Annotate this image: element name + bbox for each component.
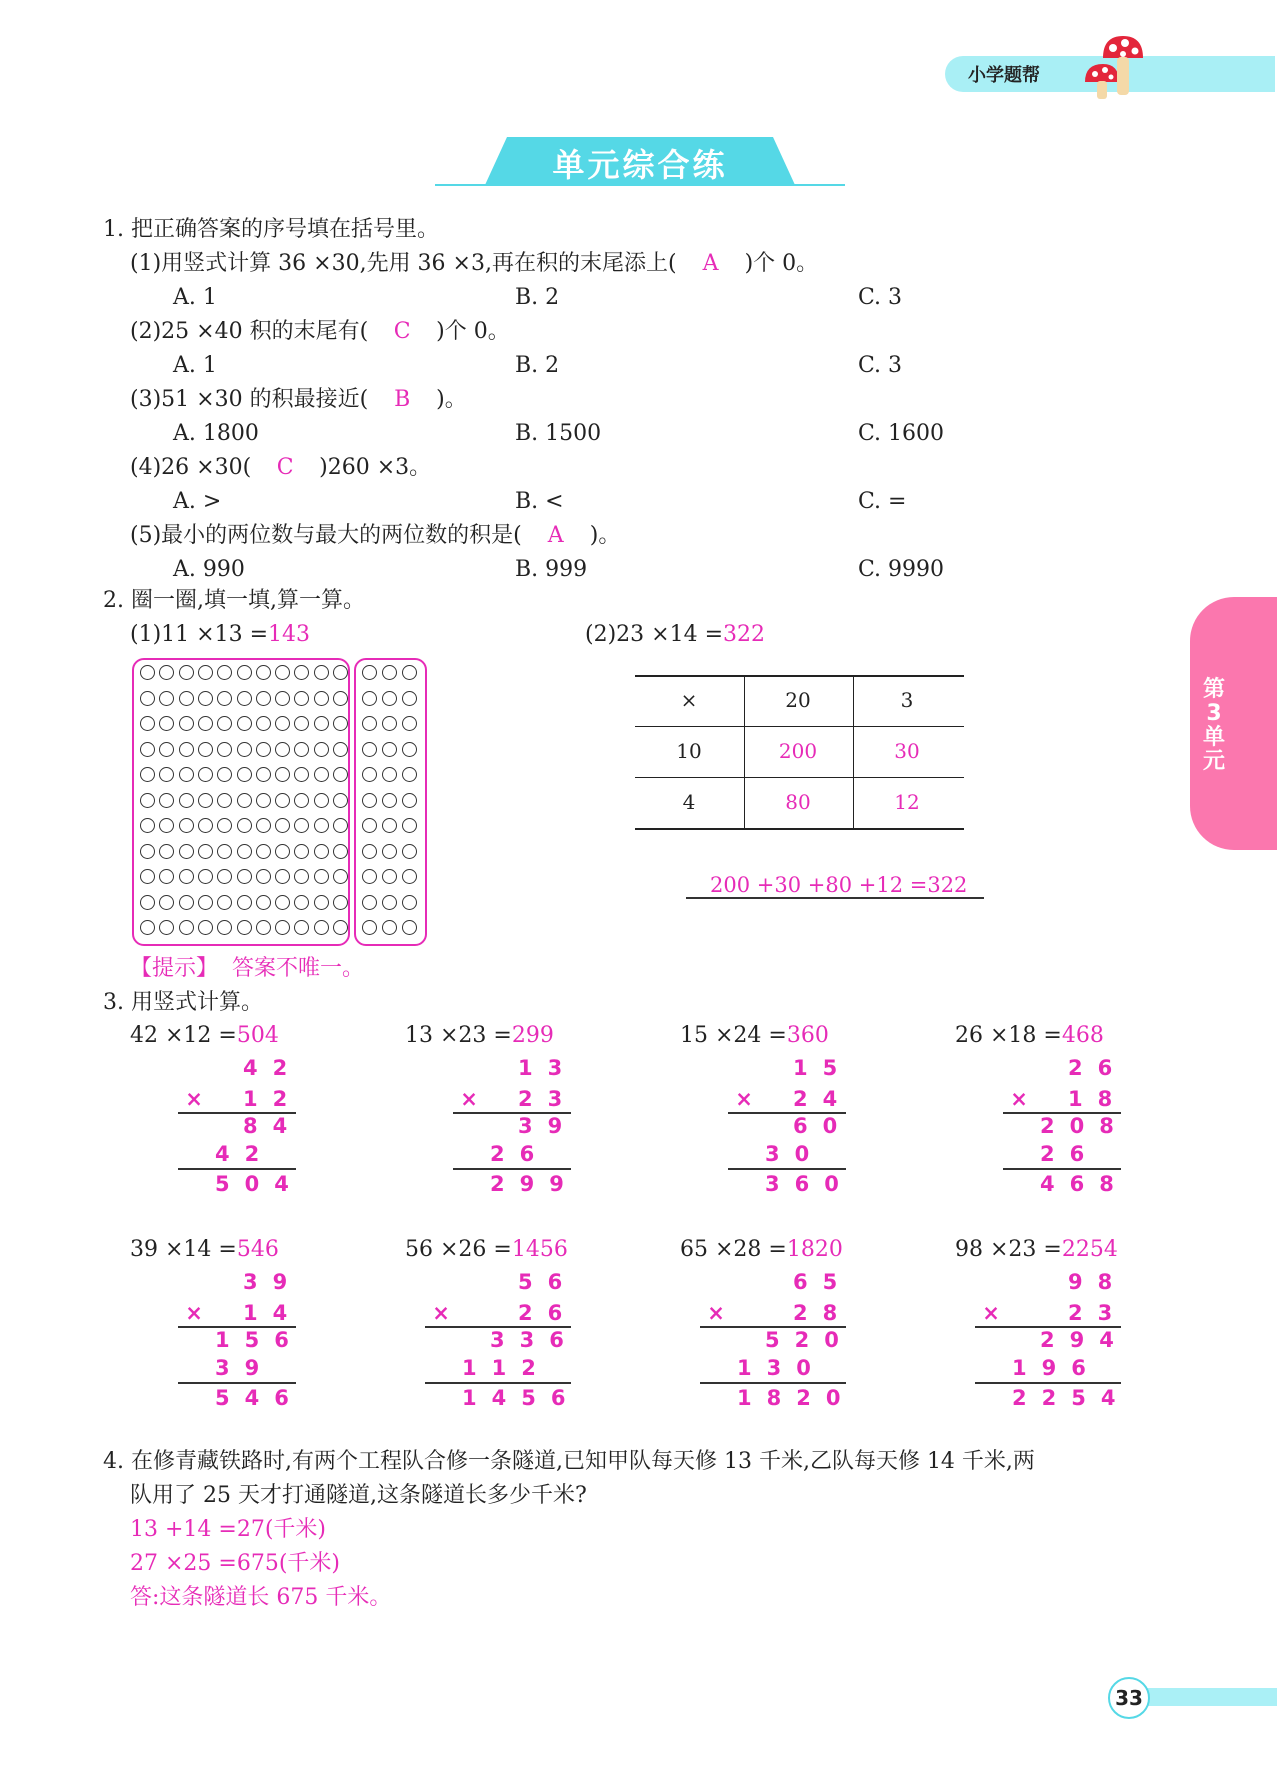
q4-solution-3: 答:这条隧道长 675 千米。: [130, 1585, 392, 1610]
q1-stem: (2)25 ×40 积的末尾有(: [130, 319, 369, 344]
dot: [256, 691, 271, 706]
dot: [402, 691, 417, 706]
times-sign-icon: ×: [707, 1301, 725, 1325]
calc-answer: 360: [786, 1023, 829, 1048]
dot: [382, 869, 397, 884]
calc-result: 2254: [1012, 1386, 1131, 1410]
q1-header: 1. 把正确答案的序号填在括号里。: [103, 217, 439, 242]
dot: [275, 793, 290, 808]
q1-stem: (3)51 ×30 的积最接近(: [130, 387, 369, 412]
dot: [159, 895, 174, 910]
times-sign-icon: ×: [432, 1301, 450, 1325]
dot: [382, 818, 397, 833]
dot: [382, 742, 397, 757]
dot: [275, 716, 290, 731]
q1-stem-end: )。: [589, 523, 621, 548]
table-cell: 3: [900, 688, 914, 712]
table-cell: ×: [680, 688, 698, 712]
dot: [217, 691, 232, 706]
dot: [362, 767, 377, 782]
calc-line: [975, 1382, 1121, 1384]
dot: [294, 844, 309, 859]
table-hline: [635, 675, 964, 677]
q4-line1: 4. 在修青藏铁路时,有两个工程队合修一条隧道,已知甲队每天修 13 千米,乙队每天修 14 千米,两: [103, 1449, 1035, 1474]
calc-multiplicand: 98: [1068, 1270, 1128, 1294]
calc-problem: [130, 1022, 279, 1050]
dot: [198, 869, 213, 884]
table-hline: [635, 726, 964, 727]
dot: [140, 818, 155, 833]
calc-partial-2: 112: [462, 1356, 551, 1380]
dot: [256, 895, 271, 910]
dot: [140, 869, 155, 884]
dot: [198, 742, 213, 757]
page-number: 33: [1108, 1677, 1150, 1719]
calc-line: [728, 1168, 846, 1170]
q2-sum: 200 +30 +80 +12 =322: [710, 873, 968, 897]
dot: [256, 767, 271, 782]
q2-part2: [585, 621, 765, 649]
dot: [159, 742, 174, 757]
times-sign-icon: ×: [185, 1087, 203, 1111]
dot: [294, 691, 309, 706]
dot: [179, 716, 194, 731]
q1-option: B. 2: [515, 285, 560, 310]
dot: [256, 716, 271, 731]
calc-label: 98 ×23 =: [955, 1237, 1062, 1262]
calc-result: 504: [215, 1172, 304, 1196]
calc-label: 56 ×26 =: [405, 1237, 512, 1262]
calc-partial-2: 196: [1012, 1356, 1101, 1380]
dot: [362, 869, 377, 884]
dot: [179, 767, 194, 782]
q1-question: [130, 318, 510, 346]
dot: [217, 844, 232, 859]
calc-problem: [130, 1236, 279, 1264]
dot: [362, 716, 377, 731]
calc-multiplicand: 56: [518, 1270, 578, 1294]
dot: [237, 691, 252, 706]
dot: [275, 742, 290, 757]
dot: [140, 767, 155, 782]
q1-stem-end: )个 0。: [436, 319, 510, 344]
dot: [294, 895, 309, 910]
dot: [256, 920, 271, 935]
dot: [402, 665, 417, 680]
calc-partial-1: 156: [215, 1328, 304, 1352]
dot: [256, 818, 271, 833]
dot: [198, 818, 213, 833]
calc-multiplicand: 42: [243, 1056, 303, 1080]
dot: [362, 818, 377, 833]
dot: [314, 844, 329, 859]
dot: [179, 818, 194, 833]
page-title: 单元综合练: [552, 146, 728, 184]
unit-side-text: 第3单元: [1203, 677, 1226, 774]
q1-answer: A: [702, 251, 719, 276]
calc-partial-2: 26: [490, 1142, 550, 1166]
q1-question: [130, 386, 467, 414]
q1-answer: B: [394, 387, 411, 412]
q1-option: B. 999: [515, 557, 588, 582]
calc-result: 299: [490, 1172, 579, 1196]
dot: [237, 742, 252, 757]
dot: [362, 844, 377, 859]
calc-multiplicand: 39: [243, 1270, 303, 1294]
dot: [314, 793, 329, 808]
dot: [362, 665, 377, 680]
calc-problem: [680, 1236, 843, 1264]
dot: [314, 920, 329, 935]
calc-partial-1: 60: [793, 1114, 853, 1138]
dot: [314, 767, 329, 782]
dot: [294, 793, 309, 808]
q1-option: A. 1: [173, 285, 217, 310]
calc-line: [178, 1168, 296, 1170]
dot: [314, 895, 329, 910]
calc-partial-1: 336: [490, 1328, 579, 1352]
dot: [294, 742, 309, 757]
dot: [256, 742, 271, 757]
times-sign-icon: ×: [185, 1301, 203, 1325]
calc-result: 1456: [462, 1386, 581, 1410]
calc-label: 42 ×12 =: [130, 1023, 237, 1048]
calc-partial-2: 39: [215, 1356, 275, 1380]
dot: [314, 869, 329, 884]
dot: [198, 665, 213, 680]
q1-stem-end: )260 ×3。: [319, 455, 432, 480]
hint-label: 【提示】: [130, 956, 219, 981]
dot: [179, 844, 194, 859]
times-sign-icon: ×: [460, 1087, 478, 1111]
dot: [275, 767, 290, 782]
hint-text: 答案不唯一。: [232, 956, 365, 981]
dot: [362, 691, 377, 706]
dot: [179, 869, 194, 884]
times-sign-icon: ×: [982, 1301, 1000, 1325]
dot: [333, 665, 348, 680]
q1-option: A. 1800: [173, 421, 259, 446]
dot: [179, 691, 194, 706]
q1-option: C. 9990: [858, 557, 945, 582]
dot: [275, 691, 290, 706]
calc-partial-1: 520: [765, 1328, 854, 1352]
dot: [140, 793, 155, 808]
calc-answer: 299: [511, 1023, 554, 1048]
calc-multiplier: 28: [793, 1301, 853, 1325]
q1-option: A. 990: [173, 557, 245, 582]
calc-problem: [680, 1022, 829, 1050]
q1-question: [130, 454, 431, 482]
calc-partial-1: 294: [1040, 1328, 1129, 1352]
table-hline: [635, 777, 964, 778]
times-sign-icon: ×: [1010, 1087, 1028, 1111]
calc-partial-2: 130: [737, 1356, 826, 1380]
dot: [140, 716, 155, 731]
dot: [275, 869, 290, 884]
dot: [198, 691, 213, 706]
calc-line: [425, 1382, 571, 1384]
q1-option: C. 3: [858, 285, 903, 310]
dot: [402, 793, 417, 808]
q1-question: [130, 250, 818, 278]
calc-partial-2: 42: [215, 1142, 275, 1166]
dot: [256, 793, 271, 808]
dot: [179, 920, 194, 935]
dot: [382, 691, 397, 706]
dot: [198, 920, 213, 935]
table-cell: 12: [894, 790, 920, 814]
dot: [237, 895, 252, 910]
dot: [237, 844, 252, 859]
dot: [362, 742, 377, 757]
calc-label: 39 ×14 =: [130, 1237, 237, 1262]
q1-stem: (4)26 ×30(: [130, 455, 252, 480]
dot: [402, 920, 417, 935]
q1-stem: (5)最小的两位数与最大的两位数的积是(: [130, 523, 522, 548]
hint: [130, 955, 364, 983]
calc-result: 360: [765, 1172, 854, 1196]
calc-multiplicand: 65: [793, 1270, 853, 1294]
q4-solution-1: 13 +14 =27(千米): [130, 1517, 327, 1542]
dot: [402, 895, 417, 910]
q2-part2-answer: 322: [723, 622, 766, 647]
calc-partial-1: 84: [243, 1114, 303, 1138]
dot: [217, 793, 232, 808]
dot: [140, 665, 155, 680]
table-cell: 80: [785, 790, 811, 814]
q1-stem: (1)用竖式计算 36 ×30,先用 36 ×3,再在积的末尾添上(: [130, 251, 677, 276]
q1-stem-end: )个 0。: [744, 251, 819, 276]
dot: [362, 895, 377, 910]
dot: [159, 844, 174, 859]
dot: [333, 742, 348, 757]
multiplication-table: [635, 675, 964, 829]
calc-answer: 1456: [511, 1237, 568, 1262]
calc-answer: 2254: [1061, 1237, 1118, 1262]
dot: [237, 793, 252, 808]
table-cell: 4: [682, 790, 696, 814]
dot: [333, 920, 348, 935]
dot: [382, 767, 397, 782]
dot: [237, 767, 252, 782]
calc-partial-1: 39: [518, 1114, 578, 1138]
calc-line: [453, 1168, 571, 1170]
calc-multiplier: 26: [518, 1301, 578, 1325]
dot: [256, 869, 271, 884]
dot: [237, 869, 252, 884]
calc-label: 26 ×18 =: [955, 1023, 1062, 1048]
dot: [402, 767, 417, 782]
calc-label: 13 ×23 =: [405, 1023, 512, 1048]
calc-problem: [405, 1236, 568, 1264]
dot: [382, 844, 397, 859]
calc-multiplier: 14: [243, 1301, 303, 1325]
table-hline: [635, 828, 964, 830]
calc-problem: [405, 1022, 554, 1050]
dot: [382, 716, 397, 731]
dot: [198, 844, 213, 859]
dot: [198, 716, 213, 731]
q3-header: 3. 用竖式计算。: [103, 990, 263, 1015]
dot: [140, 691, 155, 706]
dot: [333, 716, 348, 731]
dot: [402, 742, 417, 757]
table-cell: 200: [778, 739, 818, 763]
q1-option: B. 1500: [515, 421, 602, 446]
calc-multiplicand: 26: [1068, 1056, 1128, 1080]
calc-line: [700, 1382, 846, 1384]
dot: [402, 869, 417, 884]
dot: [333, 818, 348, 833]
q2-part2-label: (2)23 ×14 =: [585, 622, 724, 647]
dot: [198, 895, 213, 910]
q1-answer: C: [276, 455, 294, 480]
dot: [314, 716, 329, 731]
calc-multiplier: 18: [1068, 1087, 1128, 1111]
dot: [333, 844, 348, 859]
calc-result: 468: [1040, 1172, 1129, 1196]
dot: [237, 818, 252, 833]
q2-part1-answer: 143: [268, 622, 311, 647]
dot: [382, 920, 397, 935]
dot: [362, 920, 377, 935]
dot: [198, 767, 213, 782]
sum-underline: [686, 897, 984, 899]
dot: [333, 869, 348, 884]
brand-label: 小学题帮: [968, 65, 1040, 86]
dot: [140, 895, 155, 910]
dot: [198, 793, 213, 808]
table-cell: 10: [676, 739, 702, 763]
dot: [179, 742, 194, 757]
q1-stem-end: )。: [436, 387, 467, 412]
calc-multiplier: 12: [243, 1087, 303, 1111]
dot: [333, 895, 348, 910]
calc-line: [1003, 1168, 1121, 1170]
calc-multiplier: 23: [518, 1087, 578, 1111]
q1-option: B. <: [515, 489, 564, 514]
q1-option: C. 1600: [858, 421, 945, 446]
calc-multiplier: 24: [793, 1087, 853, 1111]
dot: [217, 895, 232, 910]
q1-answer: C: [393, 319, 411, 344]
dot: [179, 793, 194, 808]
calc-line: [178, 1382, 296, 1384]
dot: [333, 767, 348, 782]
q2-part1: [130, 621, 310, 649]
dot: [237, 665, 252, 680]
dot: [159, 691, 174, 706]
calc-multiplicand: 13: [518, 1056, 578, 1080]
dot: [382, 665, 397, 680]
q1-option: A. >: [173, 489, 222, 514]
calc-result: 1820: [737, 1386, 856, 1410]
calc-multiplicand: 15: [793, 1056, 853, 1080]
table-cell: 30: [894, 739, 920, 763]
q2-part1-label: (1)11 ×13 =: [130, 622, 269, 647]
dot: [275, 895, 290, 910]
q1-option: C. =: [858, 489, 907, 514]
calc-partial-2: 26: [1040, 1142, 1100, 1166]
dot: [362, 793, 377, 808]
q2-header: 2. 圈一圈,填一填,算一算。: [103, 588, 365, 613]
calc-answer: 1820: [786, 1237, 843, 1262]
calc-answer: 504: [236, 1023, 279, 1048]
dot: [314, 742, 329, 757]
calc-answer: 468: [1061, 1023, 1104, 1048]
dot: [179, 895, 194, 910]
calc-label: 65 ×28 =: [680, 1237, 787, 1262]
calc-partial-1: 208: [1040, 1114, 1129, 1138]
calc-partial-2: 30: [765, 1142, 825, 1166]
dot: [402, 716, 417, 731]
dot: [140, 920, 155, 935]
table-cell: 20: [785, 688, 811, 712]
calc-label: 15 ×24 =: [680, 1023, 787, 1048]
calc-problem: [955, 1022, 1104, 1050]
dot: [314, 818, 329, 833]
dot: [237, 920, 252, 935]
dot: [275, 920, 290, 935]
calc-result: 546: [215, 1386, 304, 1410]
q1-option: B. 2: [515, 353, 560, 378]
dot: [140, 742, 155, 757]
dot: [314, 691, 329, 706]
mushroom-icon: [1075, 34, 1145, 104]
dot: [275, 665, 290, 680]
q1-option: C. 3: [858, 353, 903, 378]
unit-side-label: [1195, 678, 1233, 774]
dot: [314, 665, 329, 680]
calc-problem: [955, 1236, 1118, 1264]
dot: [256, 665, 271, 680]
dot: [333, 691, 348, 706]
dot: [159, 793, 174, 808]
dot: [402, 844, 417, 859]
q1-option: A. 1: [173, 353, 217, 378]
calc-multiplier: 23: [1068, 1301, 1128, 1325]
dot: [179, 665, 194, 680]
dot: [382, 793, 397, 808]
q1-answer: A: [547, 523, 564, 548]
calc-answer: 546: [236, 1237, 279, 1262]
dot: [402, 818, 417, 833]
q1-question: [130, 522, 620, 550]
q4-solution-2: 27 ×25 =675(千米): [130, 1551, 340, 1576]
times-sign-icon: ×: [735, 1087, 753, 1111]
dot: [217, 742, 232, 757]
dot: [275, 844, 290, 859]
dot: [333, 793, 348, 808]
q4-line2: 队用了 25 天才打通隧道,这条隧道长多少千米?: [130, 1483, 587, 1508]
dot: [140, 844, 155, 859]
dot: [382, 895, 397, 910]
dot: [275, 818, 290, 833]
dot: [256, 844, 271, 859]
dot: [237, 716, 252, 731]
